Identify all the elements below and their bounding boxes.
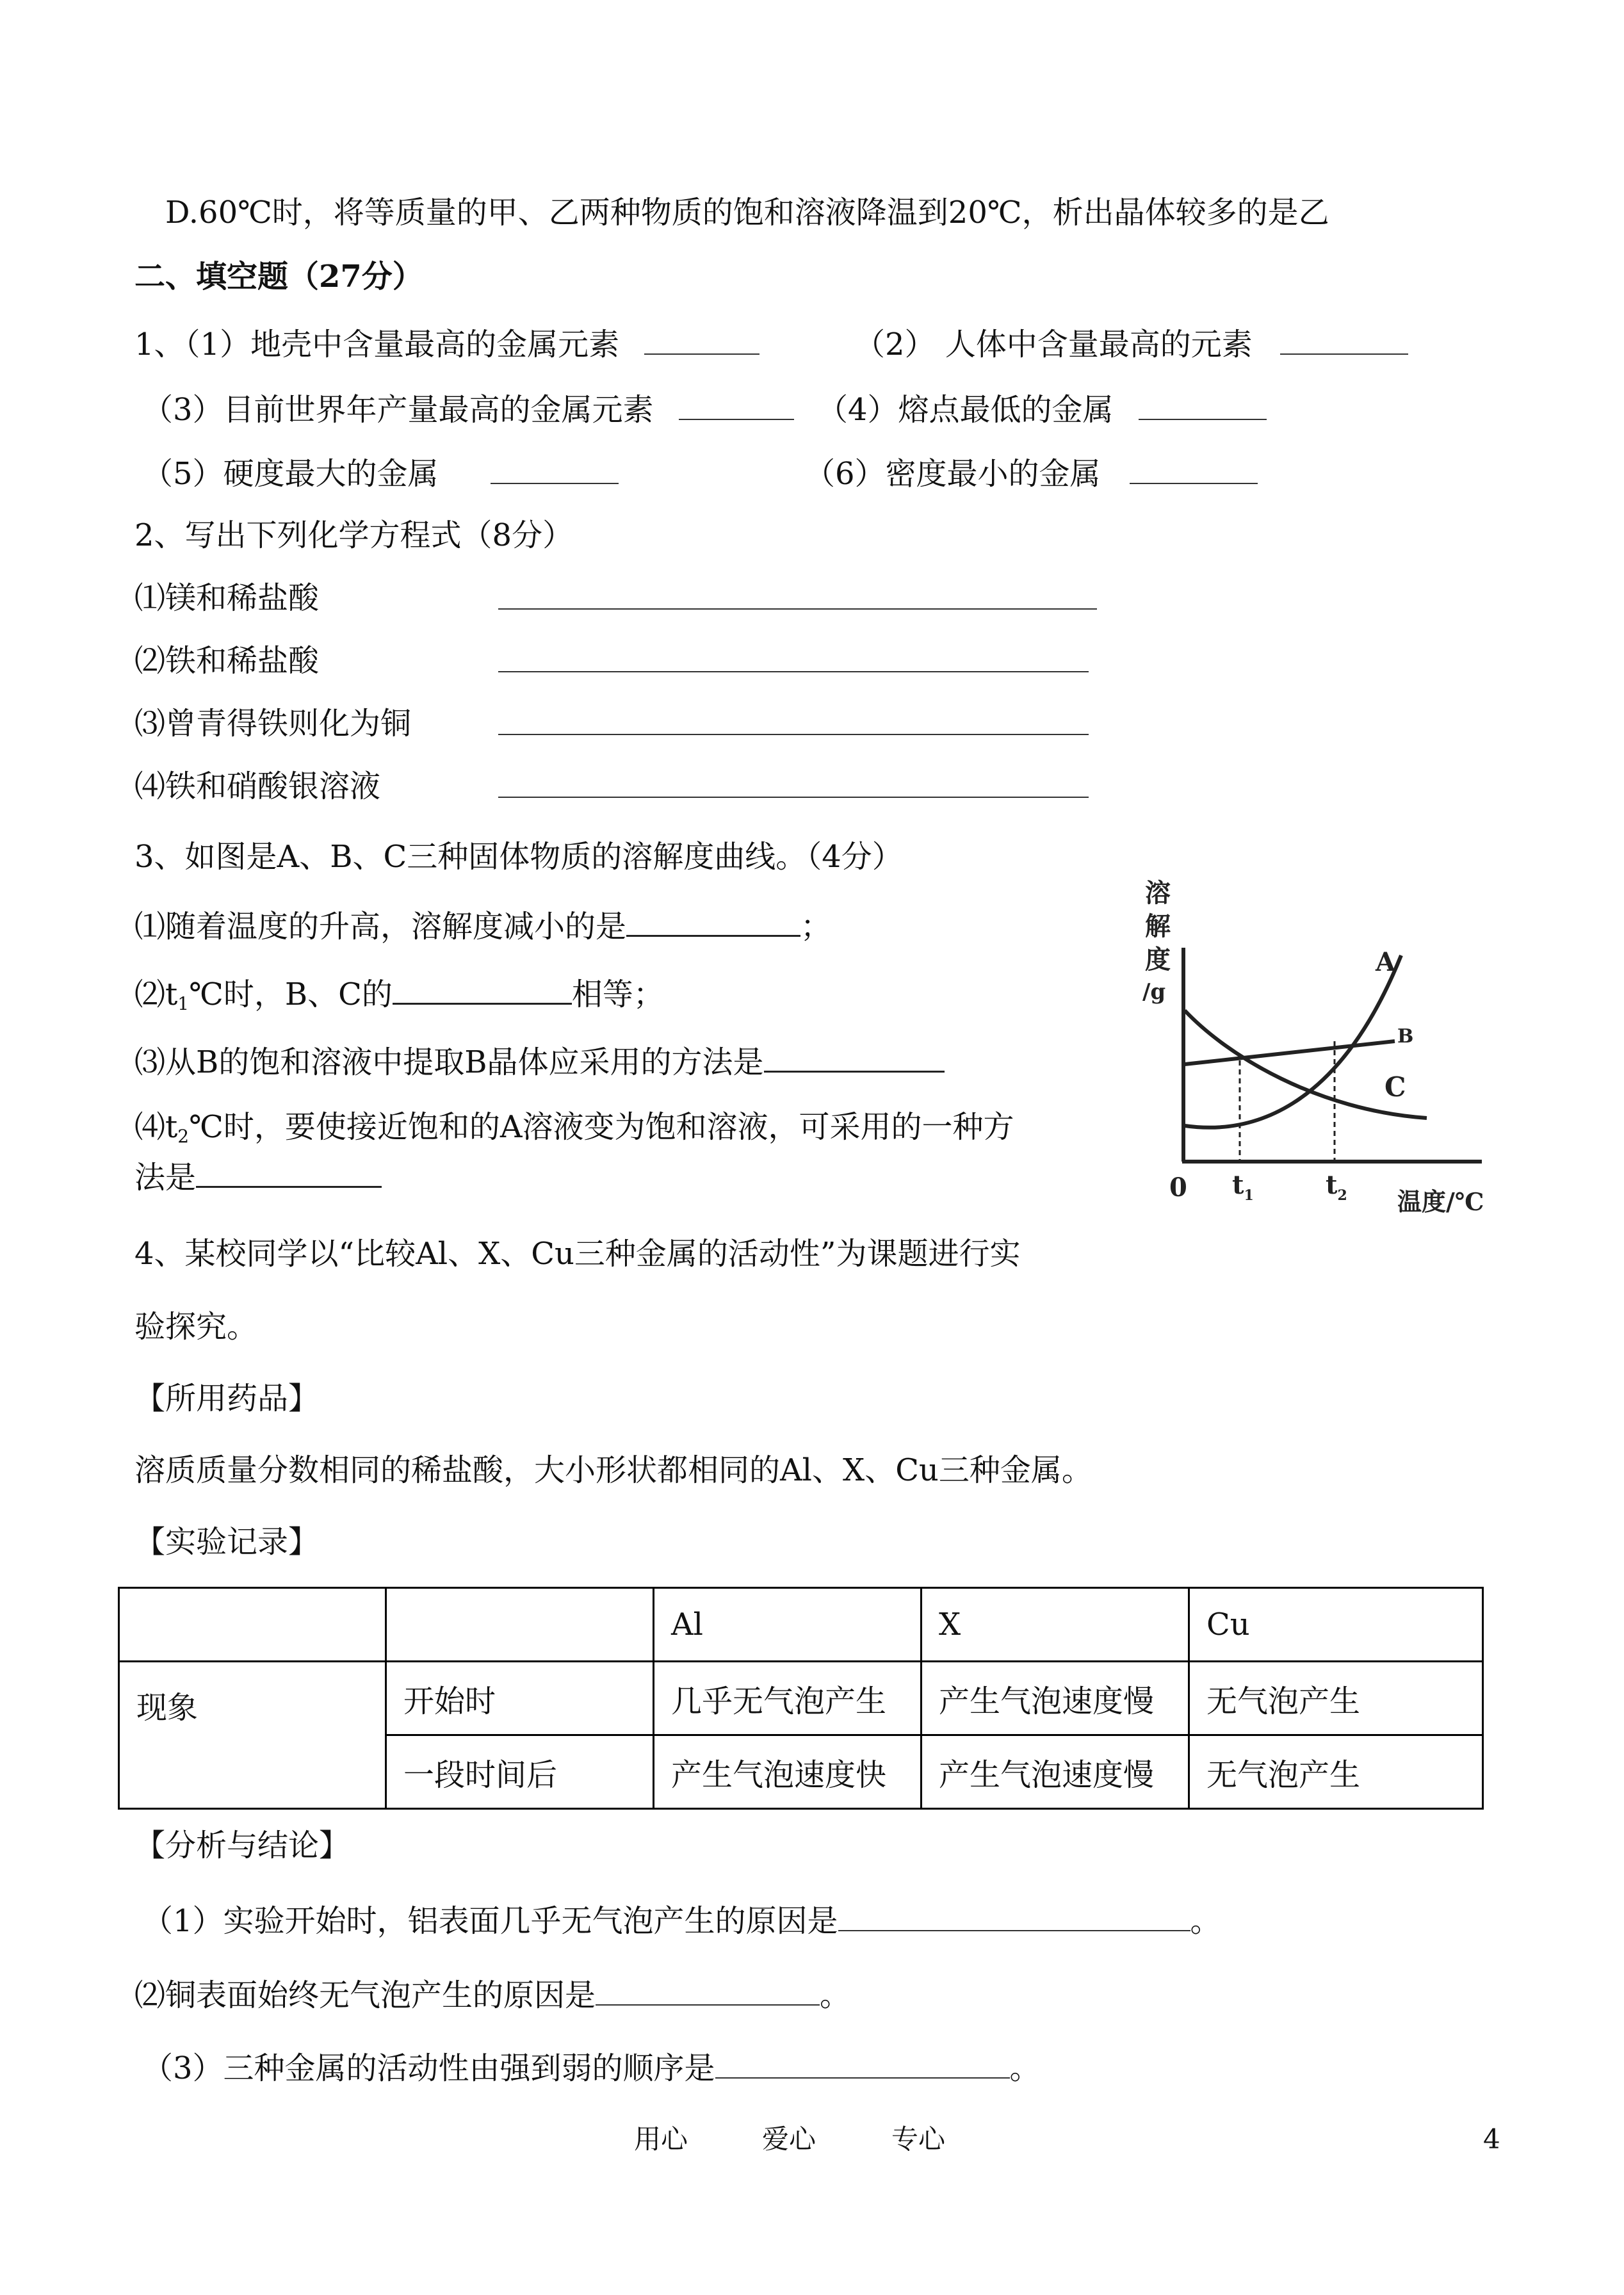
analysis-1-label: （1）实验开始时，铝表面几乎无气泡产生的原因是 [142, 1903, 838, 1939]
subscript: 2 [177, 1126, 190, 1147]
table-cell: 产生气泡速度慢 [922, 1662, 1189, 1735]
q3-item-4-cont [134, 1160, 382, 1196]
t1-text: t [1232, 1170, 1244, 1200]
answer-blank[interactable] [196, 1160, 382, 1188]
analysis-3 [142, 2052, 1041, 2084]
solubility-graph [1126, 871, 1497, 1229]
q3-item-2 [134, 977, 664, 1013]
table-cell: 开始时 [386, 1662, 654, 1735]
section-heading: 二、填空题（27分） [134, 259, 423, 295]
q3-label-1-end: ； [800, 909, 832, 945]
answer-line[interactable] [498, 771, 1089, 798]
analysis-heading: 【分析与结论】 [134, 1828, 350, 1863]
table-row [119, 1662, 1483, 1735]
analysis-2-end: 。 [820, 1977, 851, 2013]
answer-blank[interactable] [393, 977, 572, 1005]
t1-sub: 1 [1244, 1187, 1254, 1204]
curve-b [1185, 1041, 1395, 1064]
t1-label [1232, 1170, 1254, 1204]
t2-sub: 2 [1337, 1187, 1347, 1204]
table-header-row [119, 1588, 1483, 1662]
q3-item-3 [134, 1045, 945, 1078]
q1-item-3 [142, 392, 794, 428]
table-cell: 几乎无气泡产生 [654, 1662, 922, 1735]
label-b: B [1397, 1025, 1414, 1048]
y-label-3: 度 [1145, 945, 1171, 975]
answer-line[interactable] [498, 583, 1097, 610]
table-cell [119, 1588, 386, 1662]
q4-line-2: 验探究。 [134, 1309, 258, 1345]
q2-item-1: ⑴镁和稀盐酸 [134, 580, 320, 616]
q1-label-5: （5）硬度最大的金属 [142, 456, 439, 492]
origin-label: 0 [1169, 1172, 1187, 1203]
q1-label-4: （4）熔点最低的金属 [817, 392, 1114, 428]
answer-line[interactable] [498, 708, 1089, 735]
q3-label-4: ⑷t [134, 1109, 178, 1145]
table-cell: 一段时间后 [386, 1735, 654, 1809]
q3-label-2b: ℃时，B、C的 [189, 977, 393, 1012]
answer-blank[interactable] [715, 2052, 1010, 2079]
analysis-2-label: ⑵铜表面始终无气泡产生的原因是 [134, 1977, 596, 2013]
answer-line[interactable] [498, 645, 1089, 672]
record-heading: 【实验记录】 [134, 1524, 320, 1560]
experiment-table [118, 1587, 1484, 1810]
answer-blank[interactable] [596, 1979, 820, 2006]
graph-axes [1182, 948, 1482, 1162]
analysis-3-end: 。 [1009, 2050, 1041, 2086]
answer-blank[interactable] [679, 393, 794, 420]
footer-slogan-1: 用心 [634, 2123, 688, 2155]
footer-slogan-2: 爱心 [762, 2123, 816, 2155]
analysis-1-end: 。 [1190, 1903, 1221, 1939]
q3-label-1: ⑴随着温度的升高，溶解度减小的是 [134, 909, 627, 945]
table-cell: 产生气泡速度慢 [922, 1735, 1189, 1809]
answer-blank[interactable] [1280, 328, 1408, 355]
q1-item-1 [134, 328, 759, 360]
table-cell: 无气泡产生 [1189, 1735, 1483, 1809]
answer-blank[interactable] [1139, 393, 1267, 420]
option-d: D.60℃时，将等质量的甲、乙两种物质的饱和溶液降温到20℃，析出晶体较多的是乙 [165, 195, 1329, 231]
q1-label-1: 1、（1）地壳中含量最高的金属元素 [134, 327, 620, 362]
row-label: 现象 [119, 1662, 386, 1809]
answer-blank[interactable] [1130, 457, 1258, 484]
q1-item-2 [854, 328, 1408, 360]
q1-label-2: （2） 人体中含量最高的元素 [854, 327, 1253, 362]
answer-blank[interactable] [491, 457, 619, 484]
analysis-3-label: （3）三种金属的活动性由强到弱的顺序是 [142, 2050, 715, 2086]
analysis-1 [142, 1903, 1221, 1939]
q2-item-3: ⑶曾青得铁则化为铜 [134, 706, 412, 742]
t2-text: t [1326, 1170, 1338, 1200]
drugs-heading: 【所用药品】 [134, 1381, 320, 1416]
q3-item-4 [134, 1109, 1014, 1147]
footer-slogan-3: 专心 [891, 2123, 946, 2155]
analysis-2 [134, 1979, 850, 2011]
subscript: 1 [177, 993, 190, 1014]
table-cell: Cu [1189, 1588, 1483, 1662]
table-cell: Al [654, 1588, 922, 1662]
t2-label [1326, 1170, 1347, 1204]
label-c: C [1384, 1071, 1406, 1103]
q3-label-2: ⑵t [134, 977, 178, 1012]
table-cell: X [922, 1588, 1189, 1662]
q1-label-3: （3）目前世界年产量最高的金属元素 [142, 392, 654, 428]
q3-label-4b: ℃时，要使接近饱和的A溶液变为饱和溶液，可采用的一种方 [189, 1109, 1014, 1145]
q4-line-1: 4、某校同学以“比较Al、X、Cu三种金属的活动性”为课题进行实 [134, 1236, 1021, 1272]
q1-label-6: （6）密度最小的金属 [804, 456, 1101, 492]
answer-blank[interactable] [626, 909, 800, 937]
q3-label-4c: 法是 [134, 1160, 197, 1196]
page-number: 4 [1483, 2123, 1500, 2155]
answer-blank[interactable] [764, 1045, 945, 1073]
y-label-2: 解 [1145, 911, 1171, 941]
answer-blank[interactable] [644, 328, 759, 355]
table-cell [386, 1588, 654, 1662]
q3-item-1 [134, 909, 832, 945]
q1-item-5 [142, 456, 619, 492]
x-axis-label: 温度/℃ [1397, 1187, 1484, 1216]
y-label-1: 溶 [1145, 878, 1171, 908]
q2-item-2: ⑵铁和稀盐酸 [134, 643, 320, 679]
answer-blank[interactable] [838, 1904, 1190, 1931]
q1-item-4 [817, 392, 1267, 428]
q2-item-4: ⑷铁和硝酸银溶液 [134, 768, 381, 804]
y-label-4: /g [1142, 979, 1166, 1005]
q3-heading: 3、如图是A、B、C三种固体物质的溶解度曲线。（4分） [134, 839, 903, 875]
q2-heading: 2、写出下列化学方程式（8分） [134, 517, 574, 553]
q1-item-6 [804, 456, 1258, 492]
table-cell: 无气泡产生 [1189, 1662, 1483, 1735]
q3-label-3: ⑶从B的饱和溶液中提取B晶体应采用的方法是 [134, 1044, 764, 1080]
drugs-text: 溶质质量分数相同的稀盐酸，大小形状都相同的Al、X、Cu三种金属。 [134, 1452, 1092, 1488]
q3-label-2c: 相等； [571, 977, 664, 1012]
label-a: A [1376, 947, 1396, 977]
table-cell: 产生气泡速度快 [654, 1735, 922, 1809]
